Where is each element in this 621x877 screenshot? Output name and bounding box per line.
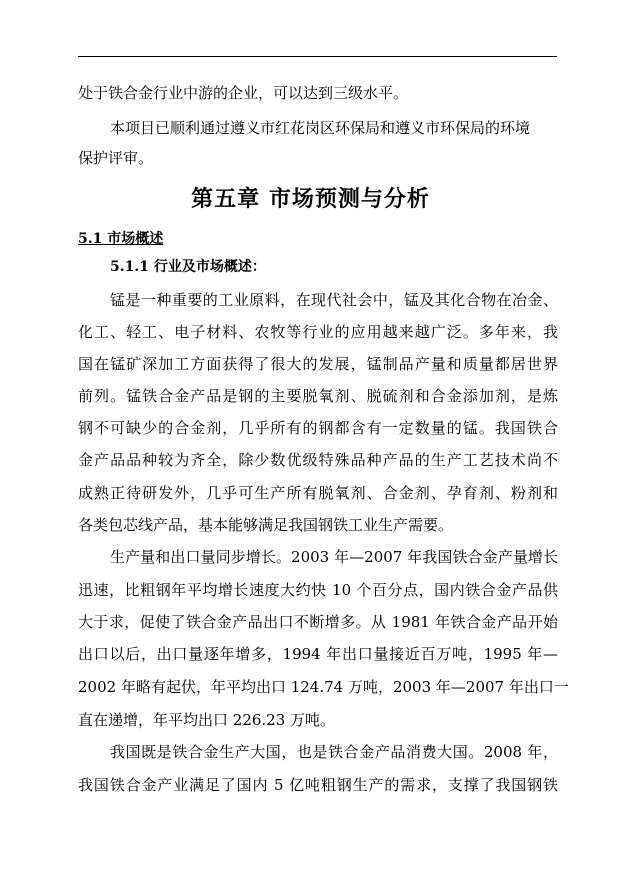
chapter-title: 第五章 市场预测与分析 xyxy=(191,187,430,212)
section-heading: 5.1 市场概述 xyxy=(78,231,164,247)
paragraph-line: 国在锰矿深加工方面获得了很大的发展，锰制品产量和质量都居世界 xyxy=(78,355,558,373)
paragraph-line: 金产品品种较为齐全，除少数优级特殊品种产品的生产工艺技术尚不 xyxy=(78,451,558,469)
paragraph-line: 出口以后，出口量逐年增多，1994 年出口量接近百万吨，1995 年— xyxy=(78,645,558,663)
paragraph-line: 2002 年略有起伏，年平均出口 124.74 万吨，2003 年—2007 年出口一 xyxy=(78,678,569,696)
paragraph-line: 前列。锰铁合金产品是钢的主要脱氧剂、脱硫剂和合金添加剂，是炼 xyxy=(78,387,558,405)
intro-line-3: 保护评审。 xyxy=(78,149,154,167)
paragraph-line: 我国既是铁合金生产大国，也是铁合金产品消费大国。2008 年， xyxy=(110,743,558,761)
paragraph-line: 直在递增，年平均出口 226.23 万吨。 xyxy=(78,711,336,729)
intro-line-2: 本项目已顺利通过遵义市红花岗区环保局和遵义市环保局的环境 xyxy=(110,119,531,137)
header-rule xyxy=(78,56,557,57)
paragraph-line: 迅速，比粗钢年平均增长速度大约快 10 个百分点，国内铁合金产品供 xyxy=(78,581,558,599)
intro-line-1: 处于铁合金行业中游的企业，可以达到三级水平。 xyxy=(78,84,409,102)
paragraph-line: 化工、轻工、电子材料、农牧等行业的应用越来越广泛。多年来，我 xyxy=(78,323,558,341)
paragraph-line: 大于求，促使了铁合金产品出口不断增多。从 1981 年铁合金产品开始 xyxy=(78,613,558,631)
paragraph-line: 锰是一种重要的工业原料，在现代社会中，锰及其化合物在冶金、 xyxy=(110,291,558,309)
paragraph-line: 钢不可缺少的合金剂，几乎所有的钢都含有一定数量的锰。我国铁合 xyxy=(78,419,558,437)
paragraph-line: 我国铁合金产业满足了国内 5 亿吨粗钢生产的需求，支撑了我国钢铁 xyxy=(78,776,558,794)
paragraph-line: 各类包芯线产品，基本能够满足我国钢铁工业生产需要。 xyxy=(78,516,454,534)
subsection-heading: 5.1.1 行业及市场概述： xyxy=(110,259,266,275)
paragraph-line: 成熟正待研发外，几乎可生产所有脱氧剂、合金剂、孕育剂、粉剂和 xyxy=(78,484,558,502)
paragraph-line: 生产量和出口量同步增长。2003 年—2007 年我国铁合金产量增长 xyxy=(110,548,558,566)
